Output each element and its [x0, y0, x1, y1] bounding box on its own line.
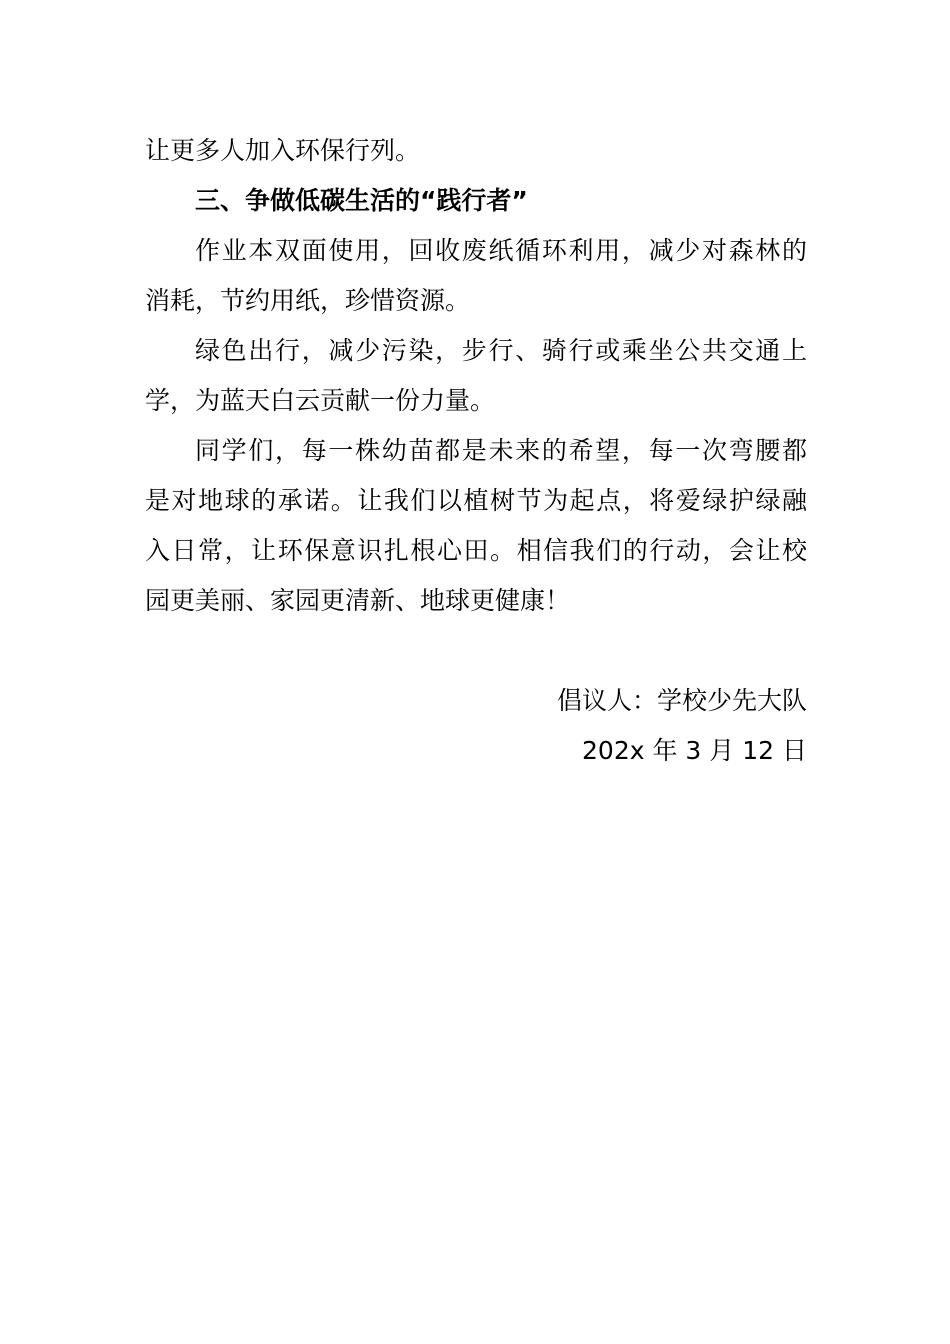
paragraph-text: 是对地球的承诺。让我们以植树节为起点，将爱绿护绿融	[145, 486, 807, 515]
paragraph-text: 让更多人加入环保行列。	[145, 136, 421, 165]
paragraph-text: 绿色出行，减少污染，步行、骑行或乘坐公共交通上	[195, 336, 807, 365]
paragraph-text: 作业本双面使用，回收废纸循环利用，减少对森林的	[195, 236, 807, 265]
paragraph-text: 入日常，让环保意识扎根心田。相信我们的行动，会让校	[145, 536, 807, 565]
paragraph-text: 学，为蓝天白云贡献一份力量。	[145, 386, 496, 415]
document-date: 202x 年 3 月 12 日	[582, 736, 807, 765]
section-heading: 三、争做低碳生活的“践行者”	[195, 186, 528, 215]
paragraph-text: 园更美丽、家园更清新、地球更健康！	[145, 586, 571, 615]
paragraph-text: 同学们，每一株幼苗都是未来的希望，每一次弯腰都	[195, 436, 807, 465]
document-page	[145, 126, 807, 776]
signature: 倡议人：学校少先大队	[556, 686, 807, 715]
blank-line	[145, 626, 807, 676]
paragraph-text: 消耗，节约用纸，珍惜资源。	[145, 286, 471, 315]
